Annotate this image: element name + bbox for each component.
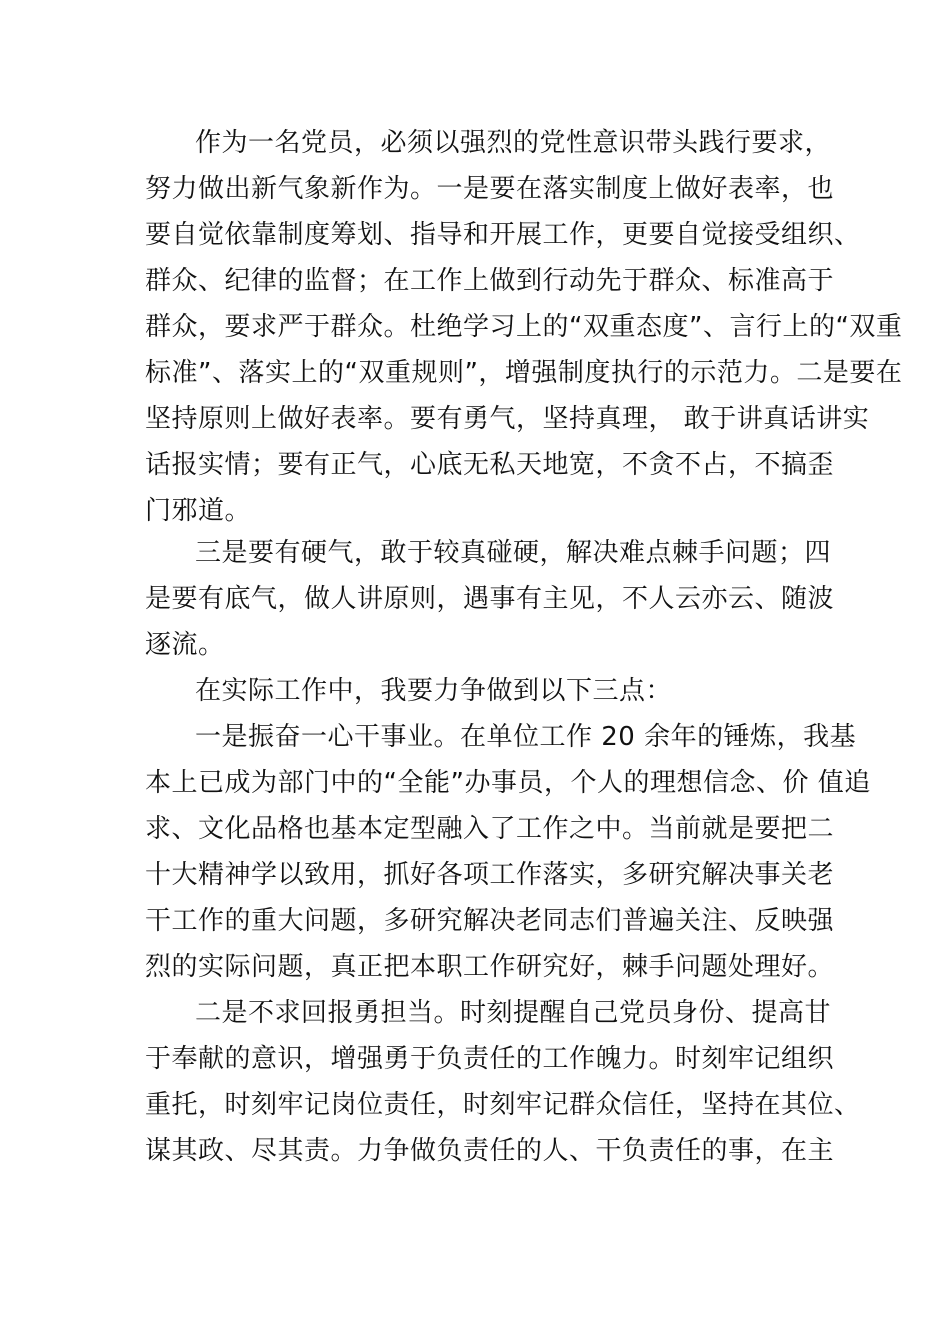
text-line: 群众、纪律的监督；在工作上做到行动先于群众、标准高于 xyxy=(145,266,835,296)
text-line: 三是要有硬气，敢于较真碰硬，解决难点棘手问题；四 xyxy=(195,538,832,568)
text-line: 本上已成为部门中的“全能”办事员，个人的理想信念、价 值追 xyxy=(145,768,871,798)
text-line: 于奉献的意识，增强勇于负责任的工作魄力。时刻牢记组织 xyxy=(145,1044,835,1074)
text-line: 门邪道。 xyxy=(145,496,252,526)
text-line: 二是不求回报勇担当。时刻提醒自己党员身份、提高甘 xyxy=(195,998,832,1028)
text-line: 是要有底气，做人讲原则，遇事有主见，不人云亦云、随波 xyxy=(145,584,835,614)
text-line: 在实际工作中，我要力争做到以下三点： xyxy=(195,676,673,706)
text-line: 群众，要求严于群众。杜绝学习上的“双重态度”、言行上的“双重 xyxy=(145,312,903,342)
text-line: 十大精神学以致用，抓好各项工作落实，多研究解决事关老 xyxy=(145,860,835,890)
text-line: 求、文化品格也基本定型融入了工作之中。当前就是要把二 xyxy=(145,814,835,844)
text-line: 干工作的重大问题，多研究解决老同志们普遍关注、反映强 xyxy=(145,906,835,936)
text-line: 逐流。 xyxy=(145,630,225,660)
text-line: 坚持原则上做好表率。要有勇气，坚持真理， 敢于讲真话讲实 xyxy=(145,404,870,434)
text-line: 要自觉依靠制度筹划、指导和开展工作，更要自觉接受组织、 xyxy=(145,220,861,250)
text-line: 重托，时刻牢记岗位责任，时刻牢记群众信任，坚持在其位、 xyxy=(145,1090,861,1120)
text-line: 标准”、落实上的“双重规则”，增强制度执行的示范力。二是要在 xyxy=(145,358,903,388)
text-line: 努力做出新气象新作为。一是要在落实制度上做好表率，也 xyxy=(145,174,835,204)
text-line: 烈的实际问题，真正把本职工作研究好，棘手问题处理好。 xyxy=(145,952,835,982)
text-line: 作为一名党员，必须以强烈的党性意识带头践行要求， xyxy=(195,128,832,158)
text-line: 一是振奋一心干事业。在单位工作 20 余年的锤炼，我基 xyxy=(195,722,857,752)
text-line: 谋其政、尽其责。力争做负责任的人、干负责任的事，在主 xyxy=(145,1136,835,1166)
text-line: 话报实情；要有正气，心底无私天地宽，不贪不占，不搞歪 xyxy=(145,450,835,480)
